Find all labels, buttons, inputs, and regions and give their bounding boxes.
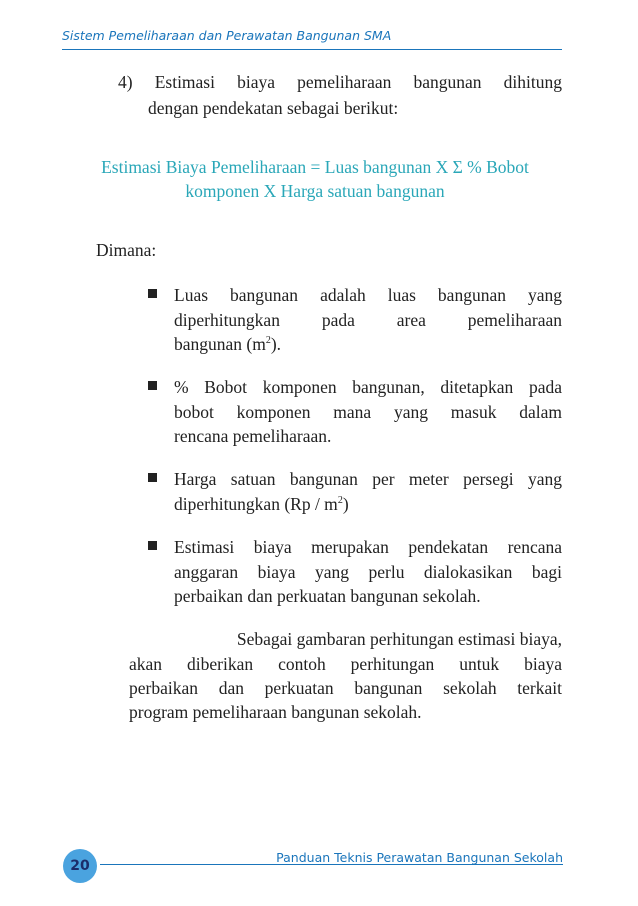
dimana-label: Dimana:: [96, 240, 157, 260]
closing-line4: program pemeliharaan bangunan sekolah.: [129, 702, 422, 722]
closing-line3: perbaikan dan perkuatan bangunan sekolah terkait: [129, 678, 562, 698]
header-title: Sistem Pemeliharaan dan Perawatan Bangunan SMA: [62, 28, 392, 43]
bullet-4-line3: perbaikan dan perkuatan bangunan sekolah.: [174, 586, 481, 606]
formula-line2: komponen X Harga satuan bangunan: [185, 181, 445, 201]
bullet-2-line2: bobot komponen mana yang masuk dalam: [174, 402, 562, 422]
item4-line2: dengan pendekatan sebagai berikut:: [148, 98, 399, 118]
bullet-3-line2: [174, 492, 562, 516]
bullet-1-sup: 2: [265, 335, 271, 347]
formula: [62, 155, 568, 203]
square-bullet-icon: [148, 541, 160, 553]
bullet-3-tail: diperhitungkan (Rp / m: [174, 494, 338, 514]
footer-title: Panduan Teknis Perawatan Bangunan Sekolah: [276, 850, 563, 865]
bullet-3-sup: 2: [337, 495, 343, 507]
bullet-1-line1: Luas bangunan adalah luas bangunan yang: [174, 285, 562, 305]
header-divider: [62, 49, 562, 50]
bullet-3-line1: Harga satuan bangunan per meter persegi yang: [174, 469, 562, 489]
bullet-1-line2: diperhitungkan pada area pemeliharaan: [174, 310, 562, 330]
closing-line1: Sebagai gambaran perhitungan estimasi biaya,: [236, 629, 562, 649]
square-bullet-icon: [148, 473, 160, 485]
square-bullet-icon: [148, 381, 160, 393]
bullet-2-line1: % Bobot komponen bangunan, ditetapkan pada: [174, 377, 562, 397]
page-number-badge: 20: [63, 849, 97, 883]
closing-line2: akan diberikan contoh perhitungan untuk biaya: [129, 654, 562, 674]
bullet-2-line3: rencana pemeliharaan.: [174, 426, 332, 446]
item4-line1: 4) Estimasi biaya pemeliharaan bangunan dihitung: [118, 72, 562, 92]
bullet-3-end: ): [342, 494, 349, 514]
bullet-1-tail: bangunan (m: [174, 334, 266, 354]
bullet-1-end: ).: [270, 334, 282, 354]
square-bullet-icon: [148, 289, 160, 301]
bullet-4-line1: Estimasi biaya merupakan pendekatan rencana: [174, 537, 562, 557]
formula-line1: Estimasi Biaya Pemeliharaan = Luas bangunan X Σ % Bobot: [101, 157, 529, 177]
bullet-1-line3: [174, 332, 562, 356]
bullet-4-line2: anggaran biaya yang perlu dialokasikan bagi: [174, 562, 562, 582]
